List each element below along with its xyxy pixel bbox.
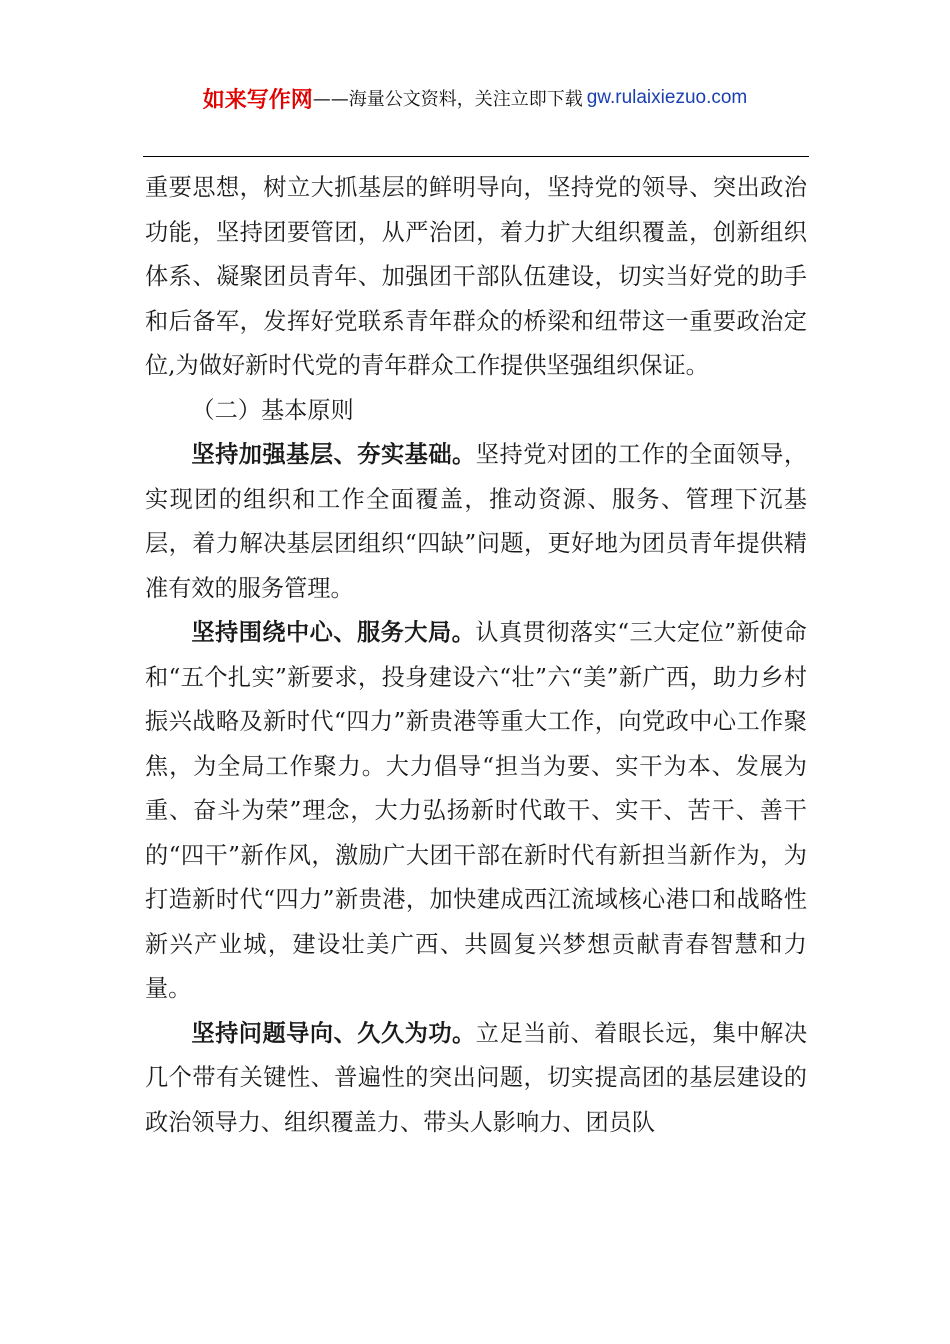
header-divider	[143, 156, 809, 157]
principle-text-1: 坚持党对团的工作的全面领导，实现团的组织和工作全面覆盖，推动资源、服务、管理下沉基层，着力解决基层团组织“四缺”问题，更好地为团员青年提供精准有效的服务管理。	[145, 441, 808, 602]
principle-paragraph-1	[145, 433, 807, 611]
site-link[interactable]: gw.rulaixiezuo.com	[586, 87, 748, 108]
section-heading: （二）基本原则	[191, 396, 354, 424]
brand-logo-text: 如来写作网	[202, 87, 313, 113]
page-header	[0, 80, 950, 116]
principle-lead-2: 坚持围绕中心、服务大局。	[191, 619, 476, 646]
principle-lead-3: 坚持问题导向、久久为功。	[191, 1019, 476, 1047]
principle-text-3: 立足当前、着眼长远，集中解决几个带有关键性、普遍性的突出问题，切实提高团的基层建设的政治领导力、组织覆盖力、带头人影响力、团员队	[145, 1019, 808, 1136]
header-tagline: ——海量公文资料，关注立即下载	[312, 89, 583, 110]
principle-lead-1: 坚持加强基层、夯实基础。	[191, 441, 476, 468]
principle-paragraph-3	[145, 1012, 807, 1146]
intro-paragraph: 重要思想，树立大抓基层的鲜明导向，坚持党的领导、突出政治功能，坚持团要管团，从严治团，着力扩大组织覆盖，创新组织体系、凝聚团员青年、加强团干部队伍建设，切实当好党的助手和后备军，发挥好党联系青年群众的桥梁和纽带这一重要政治定位,为做好新时代党的青年群众工作提供坚强组织保证。	[145, 174, 807, 379]
principle-text-2: 认真贯彻落实“三大定位”新使命和“五个扎实”新要求，投身建设六“壮”六“美”新广西，助力乡村振兴战略及新时代“四力”新贵港等重大工作，向党政中心工作聚焦，为全局工作聚力。大力倡导“担当为要、实干为本、发展为重、奋斗为荣”理念，大力弘扬新时代敢干、实干、苦干、善干的“四干”新作风，激励广大团干部在新时代有新担当新作为，为打造新时代“四力”新贵港，加快建成西江流域核心港口和战略性新兴产业城，建设壮美广西、共圆复兴梦想贡献青春智慧和力量。	[145, 619, 807, 1002]
document-body	[145, 166, 807, 1145]
principle-paragraph-2	[145, 611, 807, 1012]
